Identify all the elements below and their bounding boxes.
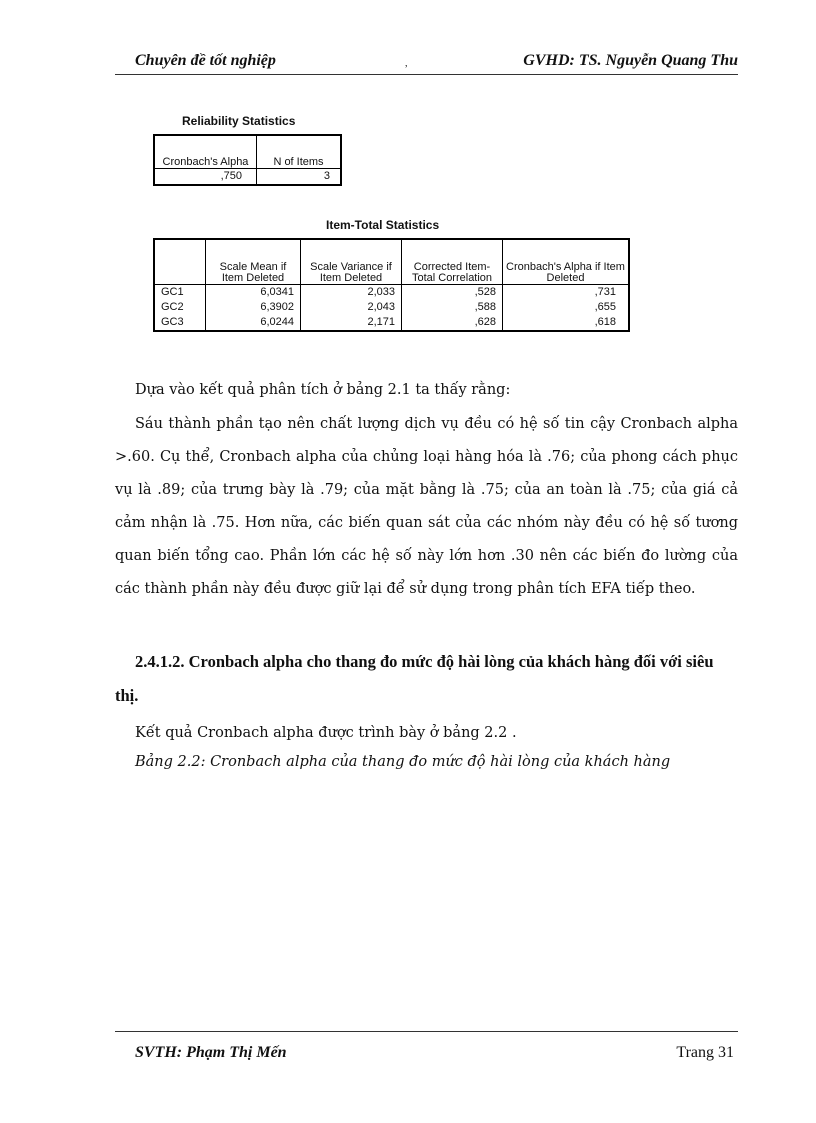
cell-alpha: ,731 — [594, 286, 616, 298]
reliability-title: Reliability Statistics — [182, 114, 296, 128]
footer-page-number: Trang 31 — [676, 1044, 734, 1061]
col-scale-mean: Scale Mean if Item Deleted — [206, 239, 301, 285]
col-scale-variance: Scale Variance if Item Deleted — [301, 239, 402, 285]
item-total-title: Item-Total Statistics — [326, 218, 440, 232]
table-row — [154, 285, 629, 301]
cell-alpha: ,618 — [594, 316, 616, 328]
paragraph-analysis: Sáu thành phần tạo nên chất lượng dịch vụ đều có hệ số tin cậy Cronbach alpha >.60. Cụ thể, Cronbach alpha của chủng loại hàng hóa là .76; của phong cách phục vụ là .89; của trưng bày là .79; của mặt bằng là .75; của an toàn là .75; của giá cả cảm nhận là .75. Hơn nữa, các biến quan sát của các nhóm này đều có hệ số tương quan biến tổng cao. Phần lớn các hệ số này lớn hơn .30 nên các biến đo lường của các thành phần này đều được giữ lại để sử dụng trong phân tích EFA tiếp theo. — [115, 416, 738, 597]
cell-mean: 6,0244 — [206, 315, 301, 331]
table-row — [154, 300, 629, 315]
reliability-col-alpha: Cronbach's Alpha — [154, 135, 257, 169]
reliability-items-value: 3 — [323, 170, 330, 182]
cell-mean: 6,0341 — [206, 285, 301, 301]
cell-variance: 2,043 — [301, 300, 402, 315]
header-advisor: GVHD: TS. Nguyễn Quang Thu — [523, 52, 738, 69]
cell-variance: 2,033 — [301, 285, 402, 301]
cell-mean: 6,3902 — [206, 300, 301, 315]
header-doc-title: Chuyên đề tốt nghiệp — [135, 52, 276, 69]
paragraph-intro: Dựa vào kết quả phân tích ở bảng 2.1 ta thấy rằng: — [135, 382, 511, 398]
cell-variance: 2,171 — [301, 315, 402, 331]
row-label: GC1 — [154, 285, 206, 301]
cell-correlation: ,528 — [402, 285, 503, 301]
header-separator: , — [405, 58, 408, 69]
reliability-table — [153, 134, 342, 186]
table-row — [154, 315, 629, 331]
paragraph-result: Kết quả Cronbach alpha được trình bày ở bảng 2.2 . — [135, 725, 517, 741]
footer-student: SVTH: Phạm Thị Mến — [135, 1044, 287, 1061]
cell-alpha: ,655 — [594, 301, 616, 313]
item-total-table — [153, 238, 630, 332]
reliability-col-items: N of Items — [257, 135, 342, 169]
item-total-corner — [154, 239, 206, 285]
page-header — [115, 48, 738, 75]
page-footer — [115, 1031, 738, 1072]
reliability-alpha-value: ,750 — [154, 169, 257, 186]
table-caption: Bảng 2.2: Cronbach alpha của thang đo mức độ hài lòng của khách hàng — [135, 754, 671, 770]
col-alpha-if-deleted: Cronbach's Alpha if Item Deleted — [503, 239, 630, 285]
row-label: GC3 — [154, 315, 206, 331]
col-corrected-correlation: Corrected Item-Total Correlation — [402, 239, 503, 285]
row-label: GC2 — [154, 300, 206, 315]
cell-correlation: ,628 — [402, 315, 503, 331]
section-heading: 2.4.1.2. Cronbach alpha cho thang đo mức độ hài lòng của khách hàng đối với siêu thị. — [115, 652, 714, 705]
cell-correlation: ,588 — [402, 300, 503, 315]
